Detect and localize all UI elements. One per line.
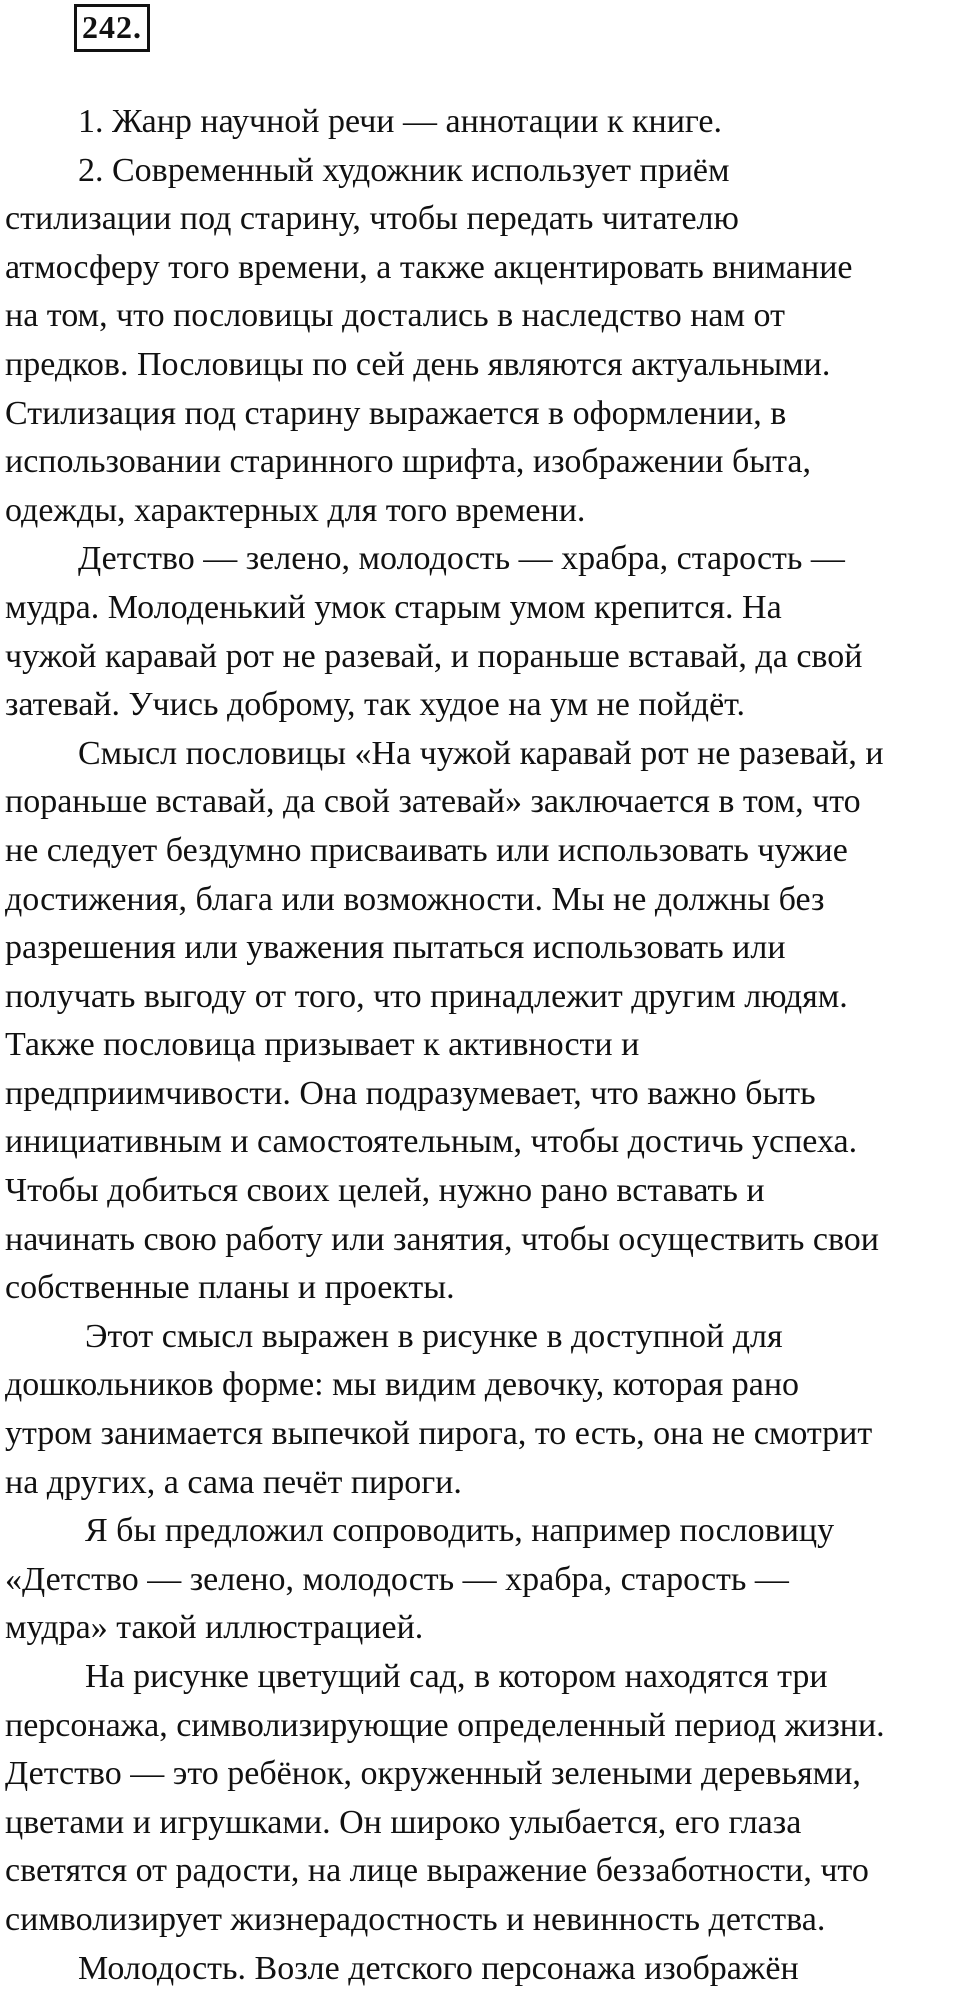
- text-line: Молодость. Возле детского персонажа изображён: [78, 1949, 799, 1987]
- text-line: чужой каравай рот не разевай, и пораньше вставай, да свой: [5, 637, 863, 675]
- text-line: инициативным и самостоятельным, чтобы достичь успеха.: [5, 1123, 858, 1161]
- text-line: 1. Жанр научной речи — аннотации к книге.: [78, 103, 722, 140]
- text-line: Я бы предложил сопроводить, например пословицу: [85, 1512, 835, 1550]
- text-line: утром занимается выпечкой пирога, то есть, она не смотрит: [5, 1415, 873, 1453]
- text-line: собственные планы и проекты.: [5, 1269, 455, 1307]
- text-line: мудра. Молоденький умок старым умом крепится. На: [5, 588, 782, 626]
- text-line: Этот смысл выражен в рисунке в доступной для: [85, 1317, 783, 1355]
- text-line: цветами и игрушками. Он широко улыбается, его глаза: [5, 1803, 802, 1841]
- text-line: разрешения или уважения пытаться использовать или: [5, 929, 786, 967]
- text-line: светятся от радости, на лице выражение беззаботности, что: [5, 1852, 869, 1890]
- text-line: достижения, блага или возможности. Мы не должны без: [5, 880, 825, 918]
- text-line: атмосферу того времени, а также акцентировать внимание: [5, 248, 853, 286]
- text-line: мудра» такой иллюстрацией.: [5, 1609, 424, 1647]
- text-line: пораньше вставай, да свой затевай» заключается в том, что: [5, 783, 861, 821]
- text-line: затевай. Учись доброму, так худое на ум не пойдёт.: [5, 686, 745, 724]
- text-line: на том, что пословицы достались в наследство нам от: [5, 297, 785, 335]
- text-line: символизирует жизнерадостность и невинность детства.: [5, 1900, 826, 1938]
- answer-text: [0, 98, 960, 1993]
- text-line: стилизации под старину, чтобы передать читателю: [5, 200, 739, 238]
- text-line: начинать свою работу или занятия, чтобы осуществить свои: [5, 1220, 879, 1258]
- text-line: Также пословица призывает к активности и: [5, 1026, 640, 1064]
- text-line: получать выгоду от того, что принадлежит другим людям.: [5, 977, 848, 1015]
- text-line: на других, а сама печёт пироги.: [5, 1463, 462, 1501]
- text-line: дошкольников форме: мы видим девочку, которая рано: [5, 1366, 800, 1404]
- text-line: «Детство — зелено, молодость — храбра, старость —: [5, 1560, 789, 1598]
- text-line: не следует бездумно присваивать или использовать чужие: [5, 831, 848, 869]
- text-line: Смысл пословицы «На чужой каравай рот не разевай, и: [78, 734, 884, 772]
- text-line: На рисунке цветущий сад, в котором находятся три: [85, 1658, 828, 1695]
- text-line: Чтобы добиться своих целей, нужно рано вставать и: [5, 1172, 765, 1210]
- text-line: Стилизация под старину выражается в оформлении, в: [5, 394, 787, 432]
- text-line: предприимчивости. Она подразумевает, что важно быть: [5, 1074, 816, 1112]
- text-line: персонажа, символизирующие определенный период жизни.: [5, 1706, 885, 1744]
- task-number-box: 242.: [74, 4, 150, 52]
- text-line: Детство — зелено, молодость — храбра, старость —: [78, 540, 845, 578]
- text-line: предков. Пословицы по сей день являются актуальными.: [5, 345, 831, 383]
- text-line: Детство — это ребёнок, окруженный зелеными деревьями,: [5, 1755, 861, 1793]
- text-line: 2. Современный художник использует приём: [78, 151, 730, 189]
- text-line: одежды, характерных для того времени.: [5, 491, 586, 529]
- text-line: использовании старинного шрифта, изображении быта,: [5, 443, 811, 481]
